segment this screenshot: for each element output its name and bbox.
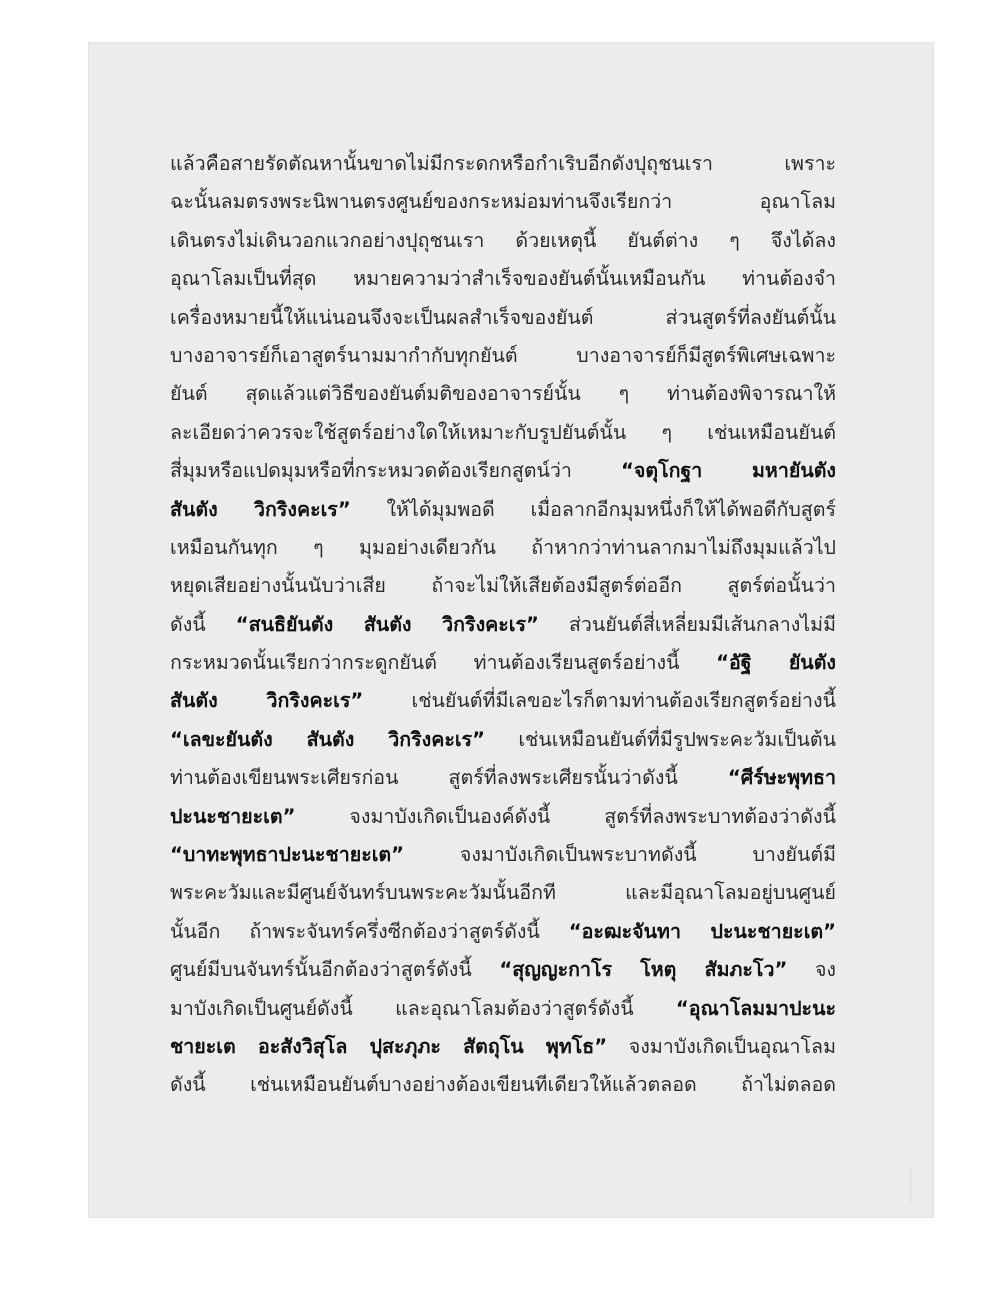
bold-mantra-text: “อะฒะจันทา ปะนะชายะเต” <box>568 919 836 943</box>
text-line <box>170 951 836 989</box>
text-line <box>170 452 836 490</box>
text-segment: สี่มุมหรือแปดมุมหรือที่กระหมวดต้องเรียกสูตน์ว่า <box>170 459 622 483</box>
bold-mantra-text: “สนธิยันตัง สันตัง วิกริงคะเร” <box>235 612 539 636</box>
text-line <box>170 606 836 644</box>
text-line <box>170 529 836 567</box>
text-line <box>170 222 836 260</box>
text-segment: มาบังเกิดเป็นศูนย์ดังนี้ และอุณาโลมต้องว่าสูตร์ดังนี้ <box>170 996 676 1020</box>
bold-mantra-text: “สุญญะกาโร โหตุ สัมภะโว” <box>499 958 788 982</box>
text-segment: จงมาบังเกิดเป็นพระบาทดังนี้ บางยันต์มี <box>404 843 836 867</box>
text-line <box>170 299 836 337</box>
bold-mantra-text: “เลขะยันตัง สันตัง วิกริงคะเร” <box>170 727 485 751</box>
text-line <box>170 145 836 183</box>
text-line <box>170 414 836 452</box>
text-segment: นั้นอีก ถ้าพระจันทร์ครึ่งซีกต้องว่าสูตร์ดังนี้ <box>170 919 569 943</box>
text-segment: บางอาจารย์ก็เอาสูตร์นามมากำกับทุกยันต์ บางอาจารย์ก็มีสูตร์พิเศษเฉพาะ <box>170 343 836 367</box>
text-segment: เหมือนกันทุก ๆ มุมอย่างเดียวกัน ถ้าหากว่าท่านลากมาไม่ถึงมุมแล้วไป <box>170 535 836 559</box>
text-line <box>170 759 836 797</box>
text-line <box>170 874 836 912</box>
text-segment: กระหมวดนั้นเรียกว่ากระดูกยันต์ ท่านต้องเรียนสูตร์อย่างนี้ <box>170 651 717 675</box>
text-segment: แล้วคือสายรัดตัณหานั้นขาดไม่มีกระดกหรือกำเริบอีกดังปุถุชนเรา เพราะ <box>170 152 836 175</box>
text-line <box>170 567 836 605</box>
body-text <box>170 145 836 1105</box>
text-segment: เดินตรงไม่เดินวอกแวกอย่างปุถุชนเรา ด้วยเหตุนี้ ยันต์ต่าง ๆ จึงได้ลง <box>170 228 836 252</box>
scanned-page <box>88 42 934 1218</box>
text-segment: จงมาบังเกิดเป็นองค์ดังนี้ สูตร์ที่ลงพระบาทต้องว่าดังนี้ <box>295 804 836 828</box>
text-segment: ยันต์ สุดแล้วแต่วิธีของยันต์มติของอาจารย์นั้น ๆ ท่านต้องพิจารณาให้ <box>170 382 836 406</box>
bold-mantra-text: สันตัง วิกริงคะเร” <box>170 689 364 713</box>
bold-mantra-text: ปะนะชายะเต” <box>170 804 296 828</box>
text-segment: เช่นเหมือนยันต์ที่มีรูปพระคะวัมเป็นต้น <box>484 727 836 751</box>
text-line <box>170 1028 836 1066</box>
text-line <box>170 644 836 682</box>
text-line <box>170 913 836 951</box>
text-segment: จง <box>787 958 837 982</box>
text-line <box>170 375 836 413</box>
bold-mantra-text: “อัฐิ ยันตัง <box>716 651 836 675</box>
text-segment: ให้ได้มุมพอดี เมื่อลากอีกมุมหนึ่งก็ให้ได้พอดีกับสูตร์ <box>350 497 836 521</box>
bold-mantra-text: “อุณาโลมมาปะนะ <box>675 996 836 1020</box>
text-line <box>170 183 836 221</box>
text-segment: ศูนย์มีบนจันทร์นั้นอีกต้องว่าสูตร์ดังนี้ <box>170 958 500 982</box>
text-line <box>170 1066 836 1104</box>
text-segment: ท่านต้องเขียนพระเศียรก่อน สูตร์ที่ลงพระเศียรนั้นว่าดังนี้ <box>170 766 728 790</box>
bold-mantra-text: ชายะเต อะสังวิสุโล ปุสะภุภะ สัตถุโน พุทโธ” <box>170 1034 608 1058</box>
bold-mantra-text: “จตุโกฐา มหายันตัง <box>621 459 837 483</box>
text-line <box>170 721 836 759</box>
text-line <box>170 798 836 836</box>
text-segment: ดังนี้ <box>170 612 236 636</box>
scan-edge-mark <box>910 1167 912 1203</box>
text-line <box>170 337 836 375</box>
bold-mantra-text: สันตัง วิกริงคะเร” <box>170 497 351 521</box>
text-segment: จงมาบังเกิดเป็นอุณาโลม <box>607 1034 836 1058</box>
text-line <box>170 491 836 529</box>
text-line <box>170 990 836 1028</box>
bold-mantra-text: “บาทะพุทธาปะนะชายะเต” <box>170 843 405 867</box>
text-line <box>170 836 836 874</box>
text-segment: ละเอียดว่าควรจะใช้สูตร์อย่างใดให้เหมาะกับรูปยันต์นั้น ๆ เช่นเหมือนยันต์ <box>170 420 836 444</box>
text-segment: ส่วนยันต์สี่เหลี่ยมมีเส้นกลางไม่มี <box>538 612 836 636</box>
text-segment: พระคะวัมและมีศูนย์จันทร์บนพระคะวัมนั้นอีกที และมีอุณาโลมอยู่บนศูนย์ <box>170 881 836 905</box>
bold-mantra-text: “ศีร์ษะพุทธา <box>727 766 836 790</box>
text-segment: เช่นยันต์ที่มีเลขอะไรก็ตามท่านต้องเรียกสูตร์อย่างนี้ <box>363 689 836 713</box>
text-segment: หยุดเสียอย่างนั้นนับว่าเสีย ถ้าจะไม่ให้เสียต้องมีสูตร์ต่ออีก สูตร์ต่อนั้นว่า <box>170 574 836 598</box>
text-line <box>170 682 836 720</box>
text-segment: เครื่องหมายนี้ให้แน่นอนจึงจะเป็นผลสำเร็จของยันต์ ส่วนสูตร์ที่ลงยันต์นั้น <box>170 305 836 329</box>
text-line <box>170 260 836 298</box>
text-segment: อุณาโลมเป็นที่สุด หมายความว่าสำเร็จของยันต์นั้นเหมือนกัน ท่านต้องจำ <box>170 267 836 291</box>
text-segment: ดังนี้ เช่นเหมือนยันต์บางอย่างต้องเขียนทีเดียวให้แล้วตลอด ถ้าไม่ตลอด <box>170 1073 836 1097</box>
text-segment: ฉะนั้นลมตรงพระนิพานตรงศูนย์ของกระหม่อมท่านจึงเรียกว่า อุณาโลม <box>170 190 836 214</box>
